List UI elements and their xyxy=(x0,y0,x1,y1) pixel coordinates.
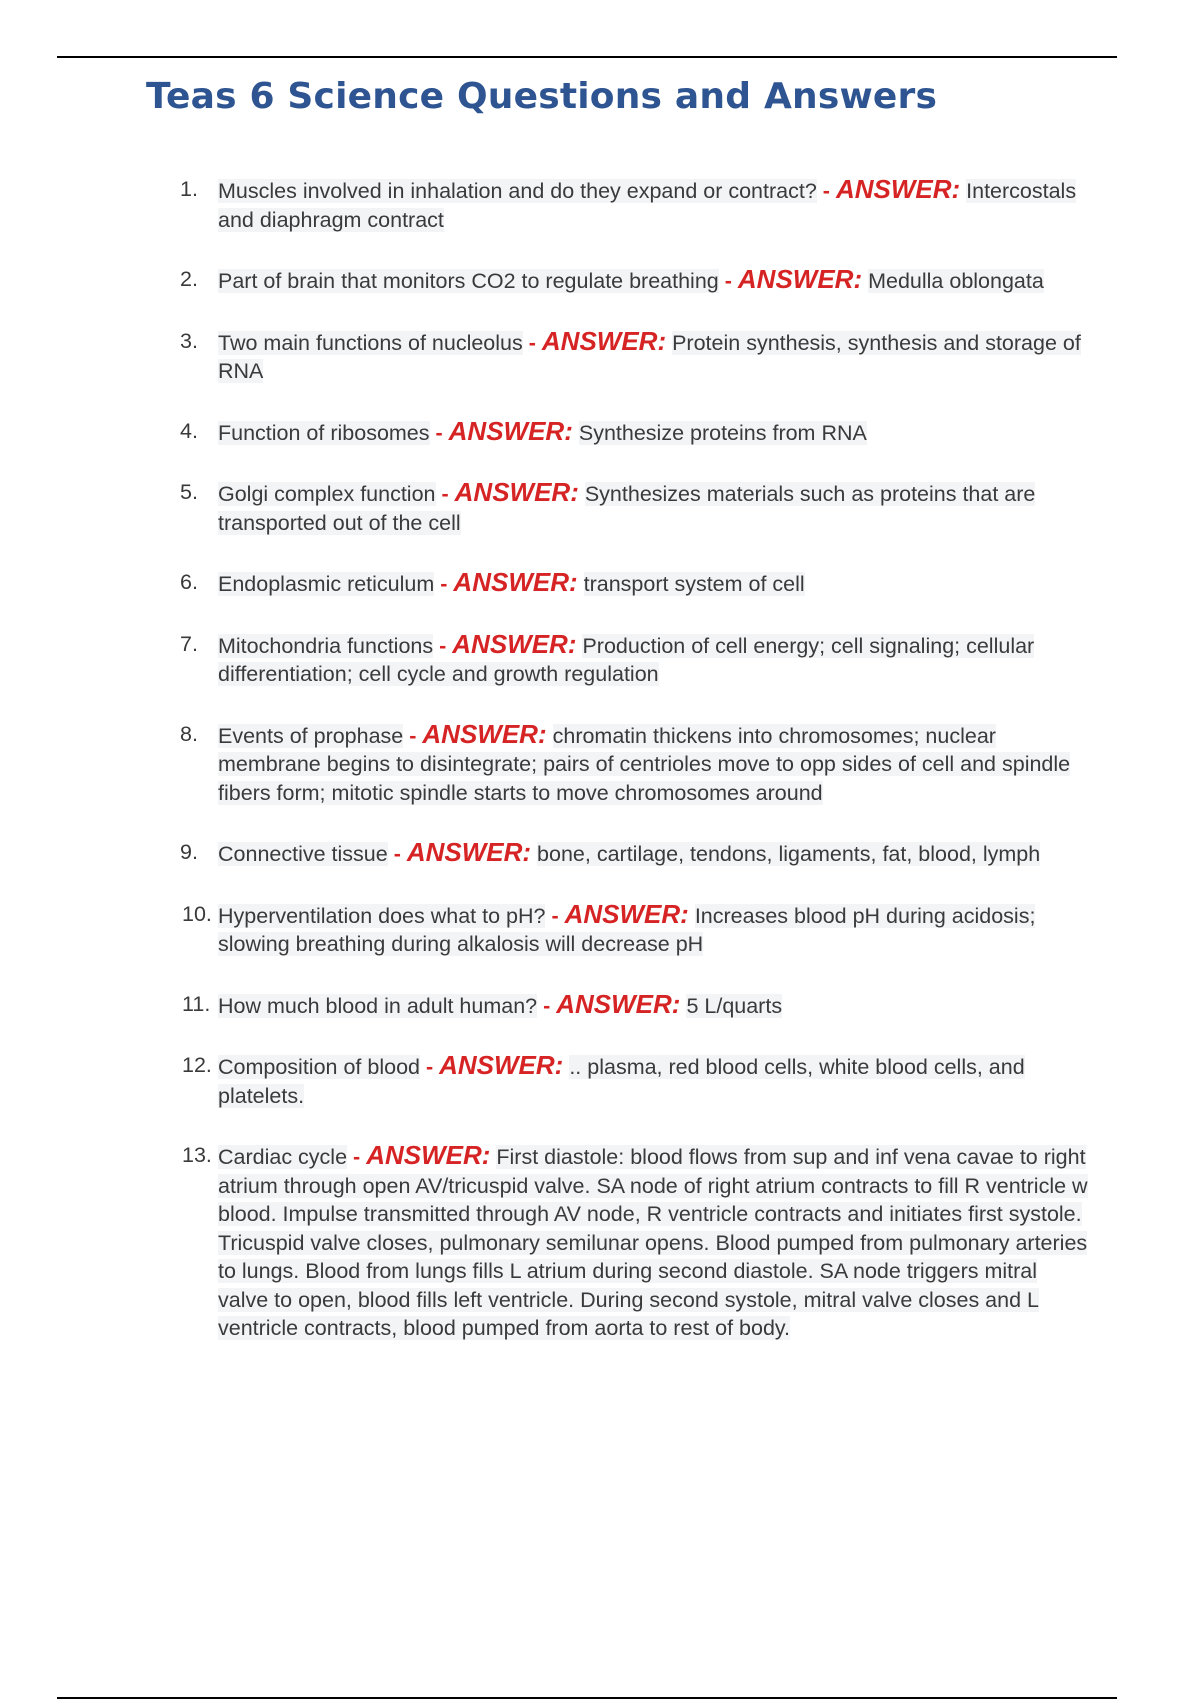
answer-label: ANSWER: xyxy=(541,325,667,356)
qa-item xyxy=(170,720,1090,808)
top-horizontal-rule xyxy=(57,56,1117,58)
answer-separator: - xyxy=(425,1055,434,1079)
qa-item xyxy=(170,568,1090,599)
qa-item xyxy=(170,900,1090,959)
answer-label: ANSWER: xyxy=(366,1140,491,1170)
item-body xyxy=(218,265,1090,296)
answer-text: Protein synthesis, synthesis and storage of RNA xyxy=(218,330,1081,383)
answer-label: ANSWER: xyxy=(564,898,689,929)
answer-label: ANSWER: xyxy=(448,415,573,446)
answer-text: 5 L/quarts xyxy=(686,993,783,1018)
item-number: 2. xyxy=(180,267,198,291)
answer-label: ANSWER: xyxy=(422,718,547,749)
answer-separator: - xyxy=(409,723,417,748)
answer-separator: - xyxy=(393,842,401,866)
question-text: Hyperventilation does what to pH? xyxy=(218,903,546,928)
qa-item xyxy=(170,478,1090,537)
question-text: Two main functions of nucleolus xyxy=(218,330,523,355)
item-body xyxy=(218,1141,1090,1343)
question-text: Events of prophase xyxy=(218,723,404,748)
item-body xyxy=(218,327,1090,386)
answer-text: First diastole: blood flows from sup and inf vena cavae to right atrium through open AV/tricuspid valve. SA node of right atrium contracts to fill R ventricle w blood. Impulse transmitted through AV node, R ventricle contracts and initiates first systole. Tricuspid valve closes, pulmonary semilunar opens. Blood pumped from pulmonary arteries to lungs. Blood from lungs fills L atrium during second diastole. SA node triggers mitral valve to open, blood fills left ventricle. During second systole, mitral valve closes and L ventricle contracts, blood pumped from aorta to rest of body. xyxy=(218,1145,1088,1340)
qa-item xyxy=(170,990,1090,1021)
answer-separator: - xyxy=(528,330,536,355)
answer-text: bone, cartilage, tendons, ligaments, fat, blood, lymph xyxy=(537,842,1041,866)
question-text: How much blood in adult human? xyxy=(218,993,538,1018)
question-text: Composition of blood xyxy=(218,1055,420,1079)
answer-label: ANSWER: xyxy=(737,264,863,294)
item-number: 12. xyxy=(182,1053,212,1077)
item-number: 3. xyxy=(180,328,198,353)
answer-label: ANSWER: xyxy=(439,1050,564,1080)
answer-separator: - xyxy=(353,1145,361,1169)
qa-item xyxy=(170,265,1090,296)
qa-item xyxy=(170,630,1090,689)
answer-label: ANSWER: xyxy=(454,477,579,507)
question-text: Muscles involved in inhalation and do they expand or contract? xyxy=(218,179,817,203)
answer-text: Synthesize proteins from RNA xyxy=(578,420,867,445)
bottom-horizontal-rule xyxy=(57,1697,1117,1699)
answer-text: transport system of cell xyxy=(583,572,805,596)
question-text: Function of ribosomes xyxy=(218,420,430,445)
question-text: Connective tissue xyxy=(218,842,388,866)
answer-separator: - xyxy=(724,269,732,293)
qa-item xyxy=(170,1051,1090,1110)
answer-separator: - xyxy=(435,420,443,445)
qa-item xyxy=(170,838,1090,869)
item-number: 1. xyxy=(180,177,198,201)
item-number: 8. xyxy=(180,721,198,746)
item-body xyxy=(218,630,1090,689)
answer-label: ANSWER: xyxy=(453,567,578,597)
item-number: 13. xyxy=(182,1143,212,1167)
answer-label: ANSWER: xyxy=(406,837,532,867)
item-number: 5. xyxy=(180,480,198,504)
item-number: 10. xyxy=(182,901,212,926)
item-body xyxy=(218,175,1090,234)
answer-separator: - xyxy=(441,482,449,506)
question-text: Mitochondria functions xyxy=(218,633,434,658)
answer-text: Production of cell energy; cell signaling; cellular differentiation; cell cycle and growth regulation xyxy=(218,633,1035,686)
question-answer-list xyxy=(170,175,1090,1374)
item-number: 11. xyxy=(182,991,211,1016)
answer-separator: - xyxy=(543,993,551,1018)
answer-text: chromatin thickens into chromosomes; nuclear membrane begins to disintegrate; pairs of centrioles move to opp sides of cell and spindle fibers form; mitotic spindle starts to move chromosomes around xyxy=(218,723,1071,805)
answer-separator: - xyxy=(439,633,447,658)
answer-text: Medulla oblongata xyxy=(868,269,1044,293)
answer-label: ANSWER: xyxy=(556,988,681,1019)
document-title: Teas 6 Science Questions and Answers xyxy=(146,76,938,117)
answer-text: Synthesizes materials such as proteins that are transported out of the cell xyxy=(218,482,1036,535)
qa-item xyxy=(170,417,1090,448)
item-body xyxy=(218,478,1090,537)
answer-text: Intercostals and diaphragm contract xyxy=(218,179,1077,232)
item-number: 4. xyxy=(180,418,198,443)
qa-item xyxy=(170,1141,1090,1343)
question-text: Cardiac cycle xyxy=(218,1145,348,1169)
question-text: Part of brain that monitors CO2 to regulate breathing xyxy=(218,269,719,293)
qa-item xyxy=(170,327,1090,386)
item-number: 7. xyxy=(180,631,198,656)
item-body xyxy=(218,990,1090,1021)
item-body xyxy=(218,900,1090,959)
question-text: Golgi complex function xyxy=(218,482,436,506)
item-body xyxy=(218,568,1090,599)
item-number: 6. xyxy=(180,570,198,594)
item-body xyxy=(218,720,1090,808)
item-body xyxy=(218,1051,1090,1110)
item-number: 9. xyxy=(180,840,198,864)
item-body xyxy=(218,838,1090,869)
answer-label: ANSWER: xyxy=(452,628,577,659)
item-body xyxy=(218,417,1090,448)
answer-separator: - xyxy=(440,572,448,596)
answer-text: Increases blood pH during acidosis; slowing breathing during alkalosis will decrease pH xyxy=(218,903,1036,956)
qa-item xyxy=(170,175,1090,234)
answer-separator: - xyxy=(822,179,830,203)
answer-label: ANSWER: xyxy=(835,174,961,204)
answer-separator: - xyxy=(551,903,559,928)
question-text: Endoplasmic reticulum xyxy=(218,572,435,596)
answer-text: .. plasma, red blood cells, white blood cells, and platelets. xyxy=(218,1055,1025,1108)
